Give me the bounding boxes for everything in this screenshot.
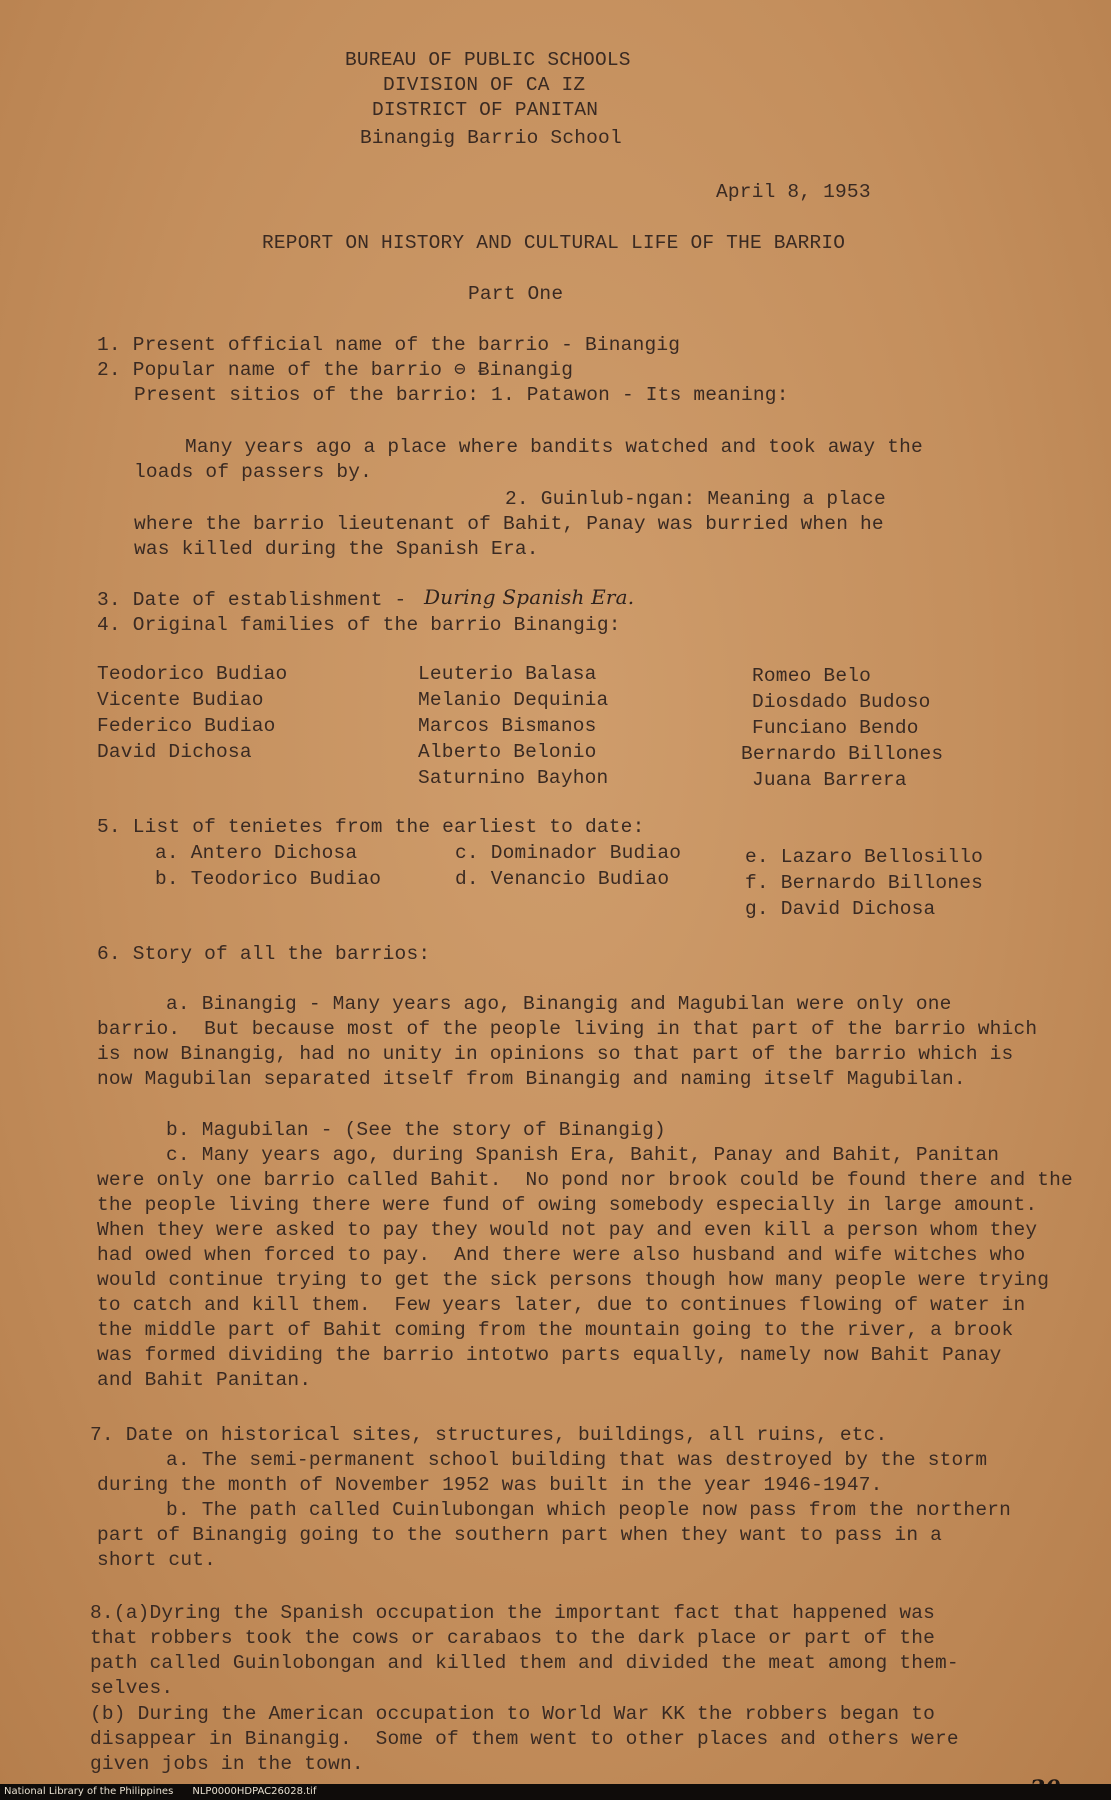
sites-a-line: during the month of November 1952 was built in the year 1946-1947.: [97, 1474, 883, 1496]
family-name: Teodorico Budiao: [97, 663, 288, 685]
item-3: 3. Date of establishment -: [97, 589, 407, 611]
family-name: Melanio Dequinia: [418, 689, 609, 711]
item-4: 4. Original families of the barrio Binangig:: [97, 614, 621, 636]
header-district: DISTRICT OF PANITAN: [372, 99, 599, 121]
sitio-2-line3: was killed during the Spanish Era.: [134, 538, 539, 560]
story-a-line: is now Binangig, had no unity in opinions so that part of the barrio which is: [97, 1043, 1014, 1065]
sitio-2-heading: 2. Guinlub-ngan: Meaning a place: [505, 488, 886, 510]
family-name: Funciano Bendo: [752, 717, 919, 739]
story-c-line: and Bahit Panitan.: [97, 1369, 312, 1391]
item-3-handwritten: During Spanish Era.: [424, 585, 635, 609]
header-school: Binangig Barrio School: [360, 127, 622, 149]
events-a-line: 8.(a)Dyring the Spanish occupation the important fact that happened was: [90, 1602, 936, 1624]
item-1: 1. Present official name of the barrio - Binangig: [97, 334, 681, 356]
sitio-1-meaning-line2: loads of passers by.: [134, 461, 373, 483]
story-heading: 6. Story of all the barrios:: [97, 943, 431, 965]
teniente: c. Dominador Budiao: [455, 842, 682, 864]
sites-heading: 7. Date on historical sites, structures, buildings, all ruins, etc.: [90, 1424, 888, 1446]
file-name: NLP0000HDPAC26028.tif: [192, 1786, 317, 1797]
report-title: REPORT ON HISTORY AND CULTURAL LIFE OF THE BARRIO: [262, 232, 846, 254]
family-name: Bernardo Billones: [741, 743, 944, 765]
sitio-2-line2: where the barrio lieutenant of Bahit, Panay was burried when he: [134, 513, 884, 535]
library-credit: National Library of the Philippines: [4, 1786, 174, 1797]
family-name: Marcos Bismanos: [418, 715, 597, 737]
header-bureau: BUREAU OF PUBLIC SCHOOLS: [345, 49, 631, 71]
family-name: Romeo Belo: [752, 665, 872, 687]
family-name: Vicente Budiao: [97, 689, 264, 711]
item-2: 2. Popular name of the barrio ⊖ Ƀinangig: [97, 359, 574, 381]
header-division: DIVISION OF CA IZ: [383, 74, 586, 96]
sites-b-line: part of Binangig going to the southern part when they want to pass in a: [97, 1524, 943, 1546]
events-a-line: that robbers took the cows or carabaos to the dark place or part of the: [90, 1627, 936, 1649]
teniente: f. Bernardo Billones: [745, 872, 984, 894]
story-c-line: When they were asked to pay they would not pay and even kill a person whom they: [97, 1219, 1038, 1241]
scan-footer: [0, 1784, 1111, 1800]
events-b-line: given jobs in the town.: [90, 1753, 364, 1775]
family-name: David Dichosa: [97, 741, 252, 763]
item-2-sitios: Present sitios of the barrio: 1. Patawon - Its meaning:: [134, 384, 789, 406]
family-name: Diosdado Budoso: [752, 691, 931, 713]
story-c-line: the people living there were fund of owing somebody especially in large amount.: [97, 1194, 1038, 1216]
story-c-line: was formed dividing the barrio intotwo parts equally, namely now Bahit Panay: [97, 1344, 1002, 1366]
report-date: April 8, 1953: [716, 181, 871, 203]
teniente: d. Venancio Budiao: [455, 868, 670, 890]
story-c-line: would continue trying to get the sick persons though how many people were trying: [97, 1269, 1050, 1291]
sites-b-line: b. The path called Cuinlubongan which people now pass from the northern: [166, 1499, 1012, 1521]
story-b: b. Magubilan - (See the story of Binangig): [166, 1119, 666, 1141]
story-c-line: were only one barrio called Bahit. No pond nor brook could be found there and the: [97, 1169, 1073, 1191]
family-name: Saturnino Bayhon: [418, 767, 609, 789]
events-a-line: selves.: [90, 1677, 174, 1699]
story-a-line: now Magubilan separated itself from Binangig and naming itself Magubilan.: [97, 1068, 966, 1090]
story-a-line: a. Binangig - Many years ago, Binangig and Magubilan were only one: [166, 993, 952, 1015]
events-a-line: path called Guinlobongan and killed them and divided the meat among them-: [90, 1652, 959, 1674]
part-heading: Part One: [468, 283, 564, 305]
story-c-line: had owed when forced to pay. And there were also husband and wife witches who: [97, 1244, 1026, 1266]
family-name: Alberto Belonio: [418, 741, 597, 763]
story-c-line: to catch and kill them. Few years later, due to continues flowing of water in: [97, 1294, 1026, 1316]
sites-b-line: short cut.: [97, 1549, 217, 1571]
family-name: Leuterio Balasa: [418, 663, 597, 685]
story-a-line: barrio. But because most of the people living in that part of the barrio which: [97, 1018, 1038, 1040]
teniente: a. Antero Dichosa: [155, 842, 358, 864]
sites-a-line: a. The semi-permanent school building that was destroyed by the storm: [166, 1449, 988, 1471]
events-b-line: (b) During the American occupation to World War KK the robbers began to: [90, 1703, 936, 1725]
teniente: b. Teodorico Budiao: [155, 868, 382, 890]
sitio-1-meaning-line1: Many years ago a place where bandits watched and took away the: [185, 436, 923, 458]
teniente: g. David Dichosa: [745, 898, 936, 920]
story-c-line: the middle part of Bahit coming from the mountain going to the river, a brook: [97, 1319, 1014, 1341]
story-c-line: c. Many years ago, during Spanish Era, Bahit, Panay and Bahit, Panitan: [166, 1144, 1000, 1166]
teniente: e. Lazaro Bellosillo: [745, 846, 984, 868]
family-name: Federico Budiao: [97, 715, 276, 737]
tenientes-heading: 5. List of tenietes from the earliest to date:: [97, 816, 645, 838]
family-name: Juana Barrera: [752, 769, 907, 791]
events-b-line: disappear in Binangig. Some of them went to other places and others were: [90, 1728, 959, 1750]
